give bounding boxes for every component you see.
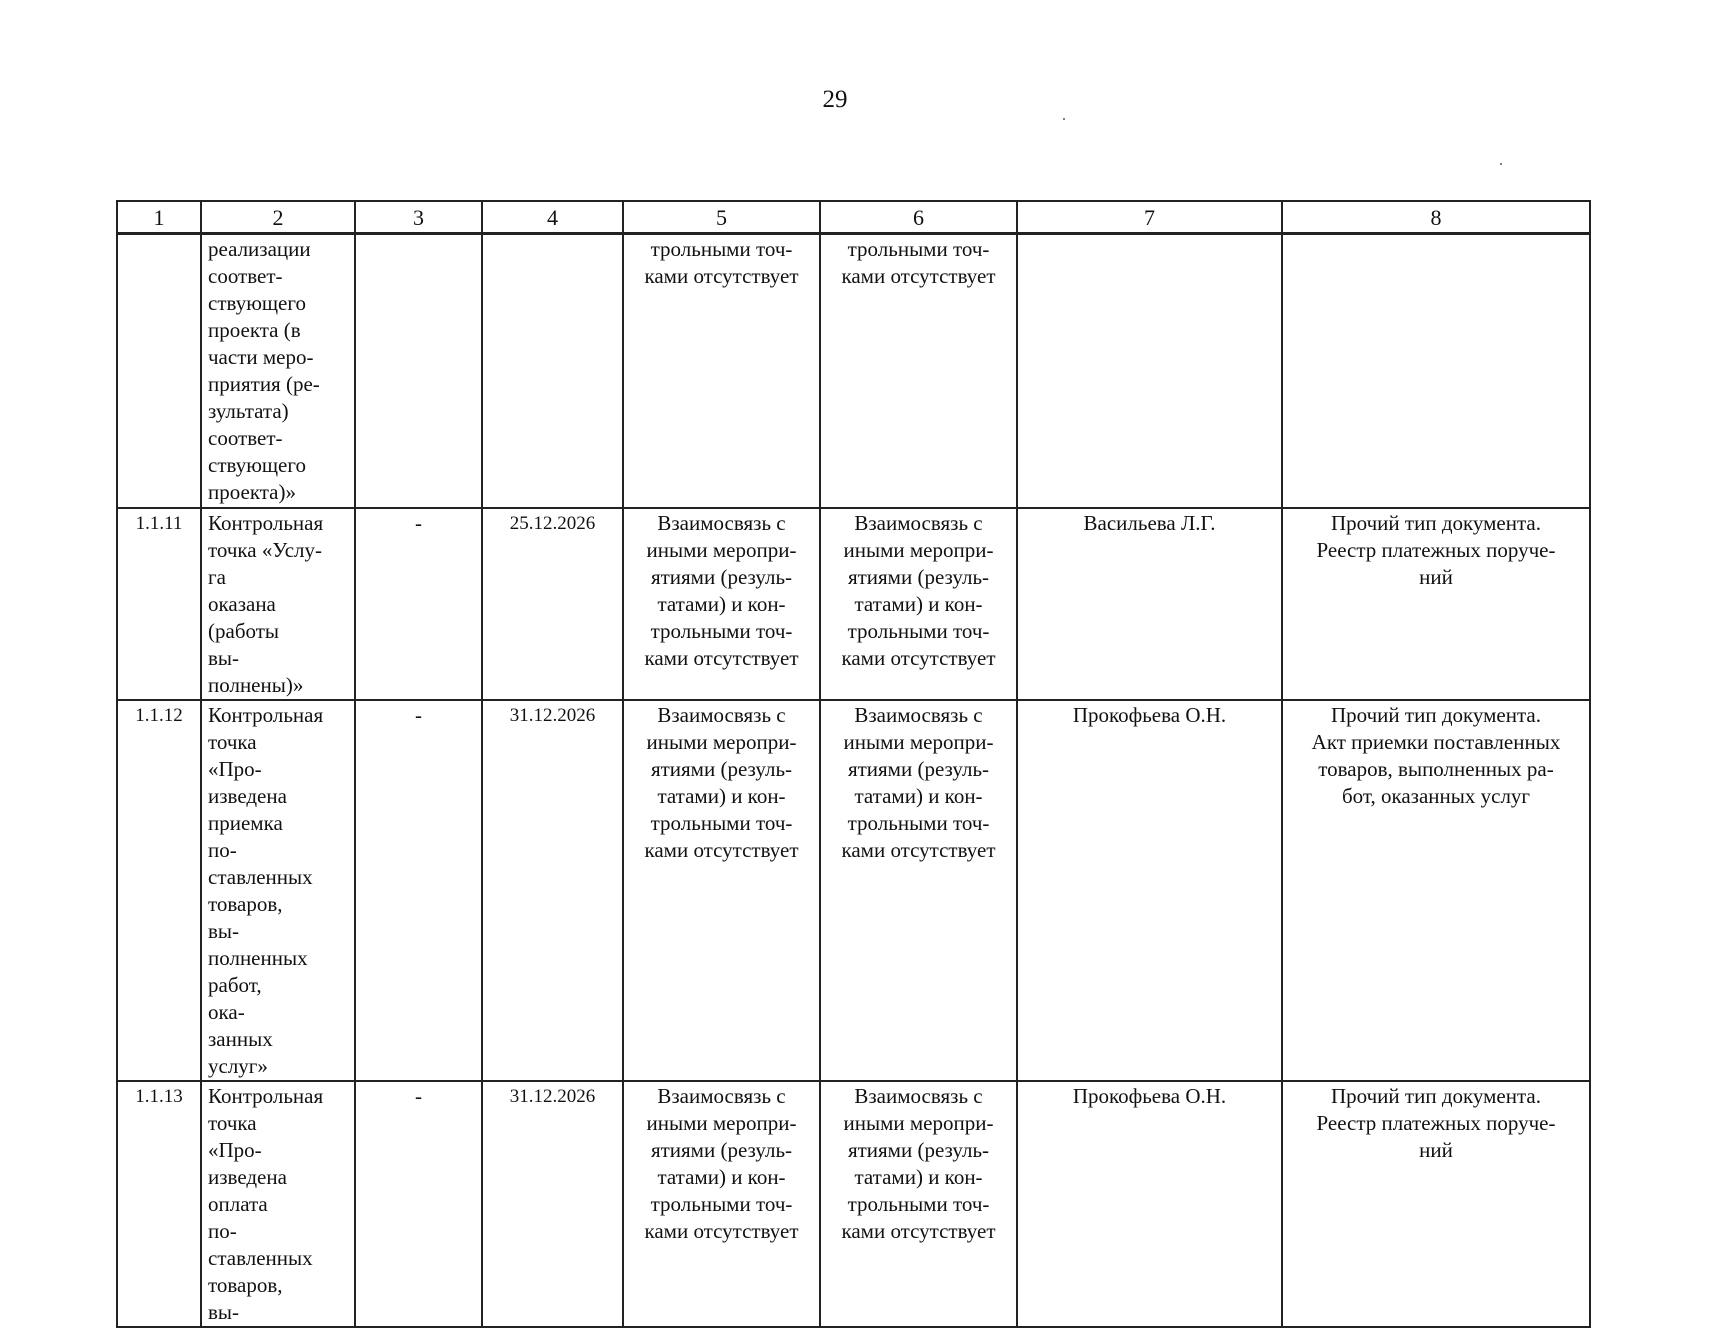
word: по- xyxy=(208,837,237,862)
relationship-line: иными меропри- xyxy=(646,537,797,562)
table-row xyxy=(117,234,1590,508)
relationship-line: трольными точ- xyxy=(650,618,793,643)
name-line xyxy=(208,618,348,672)
name-line: полнены)» xyxy=(208,672,304,697)
word: оказана xyxy=(208,591,276,616)
name-line: изведена xyxy=(208,1164,287,1189)
relationship-line: Взаимосвязь с xyxy=(657,1083,786,1108)
name-line: ставленных xyxy=(208,864,313,889)
name-line xyxy=(208,972,348,1026)
cell-document xyxy=(1282,234,1590,508)
cell-document xyxy=(1282,508,1590,700)
relationship-line: трольными точ- xyxy=(650,237,793,261)
relationship-line: ками отсутствует xyxy=(841,264,996,288)
cell-relationship-6 xyxy=(820,1081,1017,1327)
name-line xyxy=(208,564,348,618)
cell-document xyxy=(1282,1081,1590,1327)
name-line: приятия (ре- xyxy=(208,372,320,396)
name-line xyxy=(208,810,348,864)
name-line: ствующего xyxy=(208,453,306,477)
cell-predecessor: - xyxy=(355,700,482,1081)
name-line: части меро- xyxy=(208,345,314,369)
relationship-line: трольными точ- xyxy=(650,1191,793,1216)
cell-control-point-name xyxy=(201,700,355,1081)
name-line: ставленных xyxy=(208,1245,313,1270)
cell-date: 31.12.2026 xyxy=(482,700,623,1081)
document-line: Реестр платежных поруче- xyxy=(1316,1110,1556,1135)
relationship-line: ками отсутствует xyxy=(841,1218,996,1243)
cell-id: 1.1.11 xyxy=(117,508,201,700)
word: вы- xyxy=(208,1299,240,1324)
cell-relationship-5 xyxy=(623,700,820,1081)
relationship-line: Взаимосвязь с xyxy=(657,702,786,727)
word: «Про- xyxy=(208,756,262,781)
relationship-line: Взаимосвязь с xyxy=(854,510,983,535)
column-number-row xyxy=(117,201,1590,234)
control-points-table xyxy=(116,200,1591,1328)
name-line: проекта (в xyxy=(208,318,301,342)
cell-id: 1.1.12 xyxy=(117,700,201,1081)
name-line: занных xyxy=(208,1026,273,1051)
table-row xyxy=(117,1081,1590,1327)
relationship-line: ками отсутствует xyxy=(841,837,996,862)
cell-control-point-name xyxy=(201,508,355,700)
cell-date: 31.12.2026 xyxy=(482,1081,623,1327)
name-line xyxy=(208,1272,348,1326)
word: вы- xyxy=(208,645,240,670)
name-line: Контрольная xyxy=(208,1083,324,1108)
cell-relationship-5 xyxy=(623,508,820,700)
word: ока- xyxy=(208,999,245,1024)
relationship-line: Взаимосвязь с xyxy=(854,702,983,727)
word: товаров, xyxy=(208,891,283,916)
name-line: Контрольная xyxy=(208,702,324,727)
column-number-7: 7 xyxy=(1017,201,1282,234)
name-line: реализации xyxy=(208,237,311,261)
name-line: полненных xyxy=(208,945,308,970)
cell-predecessor: - xyxy=(355,1081,482,1327)
word: (работы xyxy=(208,618,280,643)
cell-responsible: Васильева Л.Г. xyxy=(1017,508,1282,700)
cell-responsible: Прокофьева О.Н. xyxy=(1017,700,1282,1081)
name-line: услуг» xyxy=(208,1053,268,1078)
relationship-line: ками отсутствует xyxy=(644,1218,799,1243)
relationship-line: ятиями (резуль- xyxy=(650,1137,793,1162)
name-line xyxy=(208,891,348,945)
column-number-6: 6 xyxy=(820,201,1017,234)
cell-id: 1.1.13 xyxy=(117,1081,201,1327)
word: «Про- xyxy=(208,1137,262,1162)
word: точка xyxy=(208,729,257,754)
relationship-line: татами) и кон- xyxy=(657,1164,786,1189)
document-line: ний xyxy=(1419,1137,1453,1162)
word: точка xyxy=(208,1110,257,1135)
document-line: Прочий тип документа. xyxy=(1331,1083,1541,1108)
table-body xyxy=(117,234,1590,1327)
scan-speck xyxy=(1063,118,1065,120)
cell-predecessor xyxy=(355,234,482,508)
table-row xyxy=(117,508,1590,700)
word: работ, xyxy=(208,972,262,997)
name-line xyxy=(208,1110,348,1164)
cell-date xyxy=(482,234,623,508)
relationship-line: ками отсутствует xyxy=(841,645,996,670)
word: га xyxy=(208,564,226,589)
relationship-line: ками отсутствует xyxy=(644,645,799,670)
cell-control-point-name xyxy=(201,1081,355,1327)
relationship-line: ятиями (резуль- xyxy=(650,564,793,589)
cell-relationship-6 xyxy=(820,234,1017,508)
relationship-line: Взаимосвязь с xyxy=(854,1083,983,1108)
relationship-line: ятиями (резуль- xyxy=(847,1137,990,1162)
relationship-line: ятиями (резуль- xyxy=(847,564,990,589)
cell-responsible xyxy=(1017,234,1282,508)
document-line: Прочий тип документа. xyxy=(1331,510,1541,535)
name-line xyxy=(208,729,348,783)
cell-relationship-5 xyxy=(623,1081,820,1327)
relationship-line: Взаимосвязь с xyxy=(657,510,786,535)
relationship-line: иными меропри- xyxy=(843,537,994,562)
word: товаров, xyxy=(208,1272,283,1297)
cell-date: 25.12.2026 xyxy=(482,508,623,700)
relationship-line: трольными точ- xyxy=(650,810,793,835)
relationship-line: ятиями (резуль- xyxy=(650,756,793,781)
cell-control-point-name xyxy=(201,234,355,508)
relationship-line: трольными точ- xyxy=(847,237,990,261)
cell-relationship-6 xyxy=(820,700,1017,1081)
word: оплата xyxy=(208,1191,268,1216)
cell-relationship-5 xyxy=(623,234,820,508)
document-line: Реестр платежных поруче- xyxy=(1316,537,1556,562)
column-number-8: 8 xyxy=(1282,201,1590,234)
column-number-5: 5 xyxy=(623,201,820,234)
name-line xyxy=(208,1191,348,1245)
name-line: соответ- xyxy=(208,426,283,450)
word: приемка xyxy=(208,810,283,835)
cell-id xyxy=(117,234,201,508)
relationship-line: иными меропри- xyxy=(843,729,994,754)
cell-predecessor: - xyxy=(355,508,482,700)
column-number-2: 2 xyxy=(201,201,355,234)
column-number-3: 3 xyxy=(355,201,482,234)
relationship-line: ками отсутствует xyxy=(644,264,799,288)
table-row xyxy=(117,700,1590,1081)
page-number: 29 xyxy=(822,86,848,113)
cell-relationship-6 xyxy=(820,508,1017,700)
document-line: товаров, выполненных ра- xyxy=(1318,756,1554,781)
document-line: Прочий тип документа. xyxy=(1331,702,1541,727)
name-line: проекта)» xyxy=(208,480,296,504)
relationship-line: ками отсутствует xyxy=(644,837,799,862)
relationship-line: иными меропри- xyxy=(843,1110,994,1135)
relationship-line: татами) и кон- xyxy=(657,591,786,616)
relationship-line: татами) и кон- xyxy=(854,1164,983,1189)
column-number-4: 4 xyxy=(482,201,623,234)
name-line: зультата) xyxy=(208,399,289,423)
relationship-line: трольными точ- xyxy=(847,618,990,643)
cell-responsible: Прокофьева О.Н. xyxy=(1017,1081,1282,1327)
name-line: ствующего xyxy=(208,291,306,315)
word: по- xyxy=(208,1218,237,1243)
name-line: точка «Услу- xyxy=(208,537,323,562)
name-line: изведена xyxy=(208,783,287,808)
cell-document xyxy=(1282,700,1590,1081)
document-line: Акт приемки поставленных xyxy=(1311,729,1561,754)
relationship-line: ятиями (резуль- xyxy=(847,756,990,781)
column-number-1: 1 xyxy=(117,201,201,234)
name-line: Контрольная xyxy=(208,510,324,535)
relationship-line: трольными точ- xyxy=(847,1191,990,1216)
document-line: ний xyxy=(1419,564,1453,589)
name-line: соответ- xyxy=(208,264,283,288)
relationship-line: татами) и кон- xyxy=(657,783,786,808)
document-line: бот, оказанных услуг xyxy=(1341,783,1531,808)
word: вы- xyxy=(208,918,240,943)
relationship-line: иными меропри- xyxy=(646,1110,797,1135)
relationship-line: иными меропри- xyxy=(646,729,797,754)
relationship-line: трольными точ- xyxy=(847,810,990,835)
relationship-line: татами) и кон- xyxy=(854,591,983,616)
scan-speck xyxy=(1500,163,1502,165)
relationship-line: татами) и кон- xyxy=(854,783,983,808)
